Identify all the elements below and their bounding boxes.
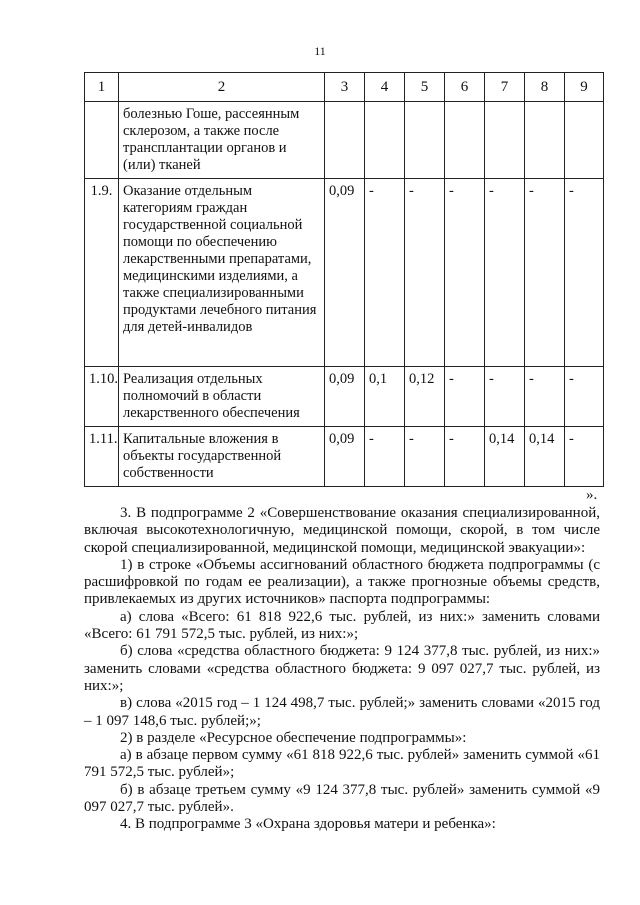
row-number: 1.10. <box>85 367 119 427</box>
program-table <box>84 72 604 487</box>
paragraph: 4. В подпрограмме 3 «Охрана здоровья матери и ребенка»: <box>120 816 496 833</box>
table-header-row <box>85 73 604 102</box>
header-cell: 1 <box>85 73 119 102</box>
header-cell: 4 <box>365 73 405 102</box>
row-text: Реализация отдельных полномочий в области лекарственного обеспечения <box>119 367 325 427</box>
value-cell <box>405 102 445 179</box>
value-cell <box>325 102 365 179</box>
value-cell <box>525 102 565 179</box>
value-cell <box>445 102 485 179</box>
row-number: 1.11. <box>85 427 119 487</box>
value-cell: - <box>485 367 525 427</box>
header-cell: 8 <box>525 73 565 102</box>
value-cell <box>565 102 604 179</box>
value-cell: - <box>405 179 445 367</box>
value-cell: - <box>525 367 565 427</box>
value-cell: 0,12 <box>405 367 445 427</box>
value-cell: - <box>565 427 604 487</box>
value-cell: 0,09 <box>325 179 365 367</box>
paragraph: 2) в разделе «Ресурсное обеспечение подпрограммы»: <box>120 729 467 746</box>
value-cell: 0,14 <box>485 427 525 487</box>
value-cell: - <box>445 427 485 487</box>
paragraph: б) в абзаце третьем сумму «9 124 377,8 тыс. рублей» заменить суммой «9 097 027,7 тыс. рублей». <box>84 781 600 816</box>
paragraph: б) слова «средства областного бюджета: 9 124 377,8 тыс. рублей, из них:» заменить словами «средства областного бюджета: 9 097 027,7 тыс. рублей, из них:»; <box>84 643 600 694</box>
row-text: Оказание отдельным категориям граждан государственной социальной помощи по обеспечению лекарственными препаратами, медицинскими изделиями, а также специализированными продуктами лечебного питания для детей-инвалидов <box>119 179 325 367</box>
row-text: Капитальные вложения в объекты государственной собственности <box>119 427 325 487</box>
row-number: 1.9. <box>85 179 119 367</box>
value-cell: 0,1 <box>365 367 405 427</box>
page-number: 11 <box>314 44 326 58</box>
paragraph: в) слова «2015 год – 1 124 498,7 тыс. рублей;» заменить словами «2015 год – 1 097 148,6 тыс. рублей;»; <box>84 695 600 729</box>
header-cell: 3 <box>325 73 365 102</box>
table-row <box>85 427 604 487</box>
closing-quote: ». <box>586 487 598 503</box>
value-cell: - <box>445 367 485 427</box>
value-cell <box>485 102 525 179</box>
row-number <box>85 102 119 179</box>
value-cell <box>365 102 405 179</box>
header-cell: 7 <box>485 73 525 102</box>
value-cell: - <box>485 179 525 367</box>
table-row <box>85 179 604 367</box>
value-cell: - <box>405 427 445 487</box>
document-body <box>84 505 600 834</box>
paragraph: а) слова «Всего: 61 818 922,6 тыс. рублей, из них:» заменить словами «Всего: 61 791 572,5 тыс. рублей, из них:»; <box>84 608 600 643</box>
value-cell: - <box>365 427 405 487</box>
value-cell: - <box>365 179 405 367</box>
value-cell: - <box>565 367 604 427</box>
value-cell: - <box>565 179 604 367</box>
value-cell: 0,14 <box>525 427 565 487</box>
header-cell: 9 <box>565 73 604 102</box>
paragraph: 1) в строке «Объемы ассигнований областного бюджета подпрограммы (с расшифровкой по годам ее реализации), а также прогнозные объемы средств, привлекаемых из других источников» паспорта подпрограммы: <box>84 556 600 608</box>
table-row <box>85 102 604 179</box>
value-cell: - <box>445 179 485 367</box>
value-cell: 0,09 <box>325 427 365 487</box>
row-text: болезнью Гоше, рассеянным склерозом, а также после трансплантации органов и (или) тканей <box>119 102 325 179</box>
paragraph: а) в абзаце первом сумму «61 818 922,6 тыс. рублей» заменить суммой «61 791 572,5 тыс. рублей»; <box>84 747 600 781</box>
header-cell: 6 <box>445 73 485 102</box>
value-cell: 0,09 <box>325 367 365 427</box>
table-row <box>85 367 604 427</box>
header-cell: 5 <box>405 73 445 102</box>
value-cell: - <box>525 179 565 367</box>
paragraph: 3. В подпрограмме 2 «Совершенствование оказания специализированной, включая высокотехнологичную, медицинской помощи, скорой, в том числе скорой специализированной, медицинской помощи, медицинской эвакуации»: <box>84 505 600 556</box>
header-cell: 2 <box>119 73 325 102</box>
